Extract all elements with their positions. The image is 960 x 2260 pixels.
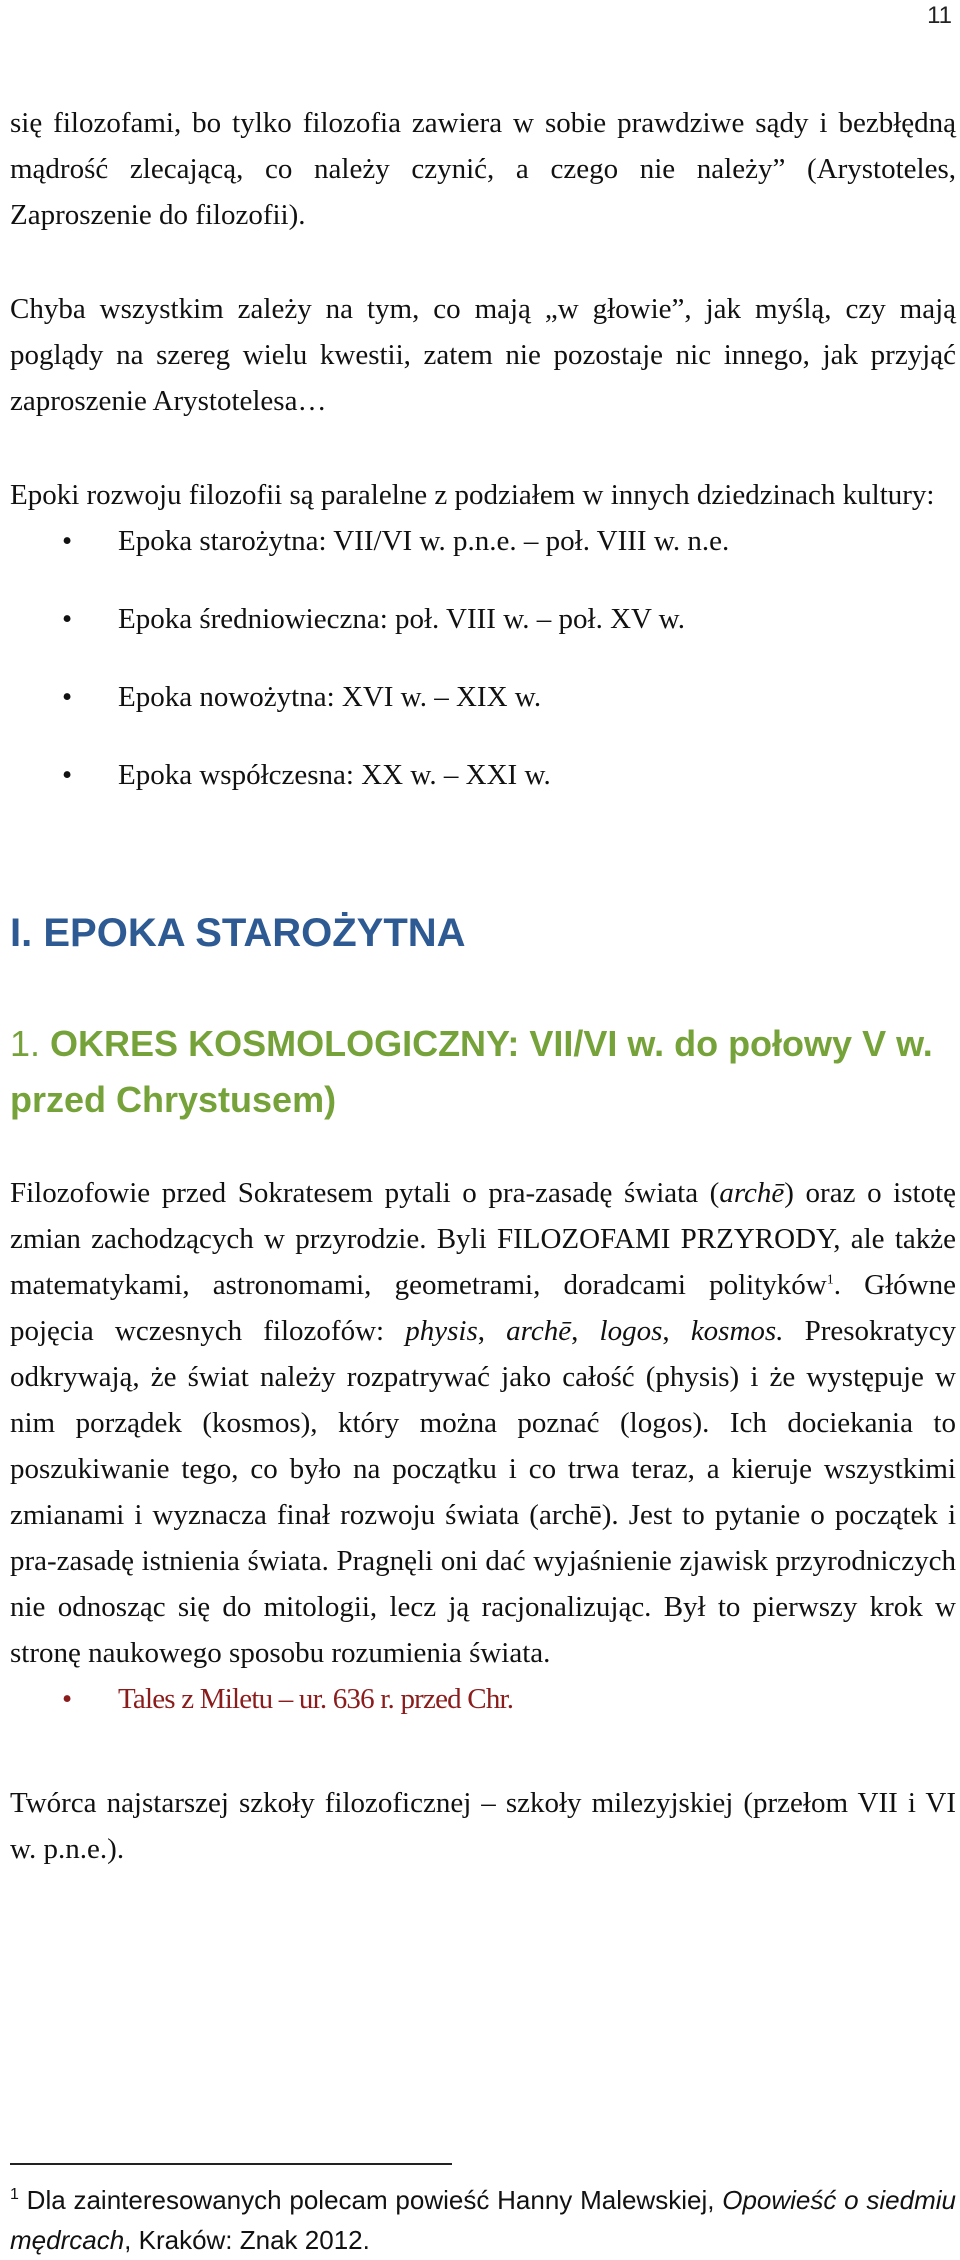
text-run: ,	[662, 1315, 691, 1347]
text-run: ,	[477, 1315, 507, 1347]
subsection-title: OKRES KOSMOLOGICZNY: VII/VI w. do połowy V w. przed Chrystusem)	[10, 1023, 933, 1120]
text-run: ,	[571, 1315, 600, 1347]
text-run: Presokratycy odkrywają, że świat należy rozpatrywać jako całość (physis) i że występuje w nim porządek (kosmos), który można poznać (logos). Ich dociekania to poszukiwanie tego, co było na początku i co trwa teraz, a kieruje wszystkimi zmianami i wyznacza finał rozwoju świata (archē). Jest to pytanie o początek i pra-zasadę istnienia świata. Pragnęli oni dać wyjaśnienie zjawisk przyrodniczych nie odnosząc się do mitologii, lecz ją racjonalizując. Był to pierwszy krok w stronę naukowego sposobu rozumienia świata.	[10, 1315, 957, 1669]
bullet-icon: •	[62, 681, 73, 713]
list-item-epoch-contemporary	[10, 752, 956, 798]
term-logos: logos	[599, 1315, 663, 1347]
section-heading: I. EPOKA STAROŻYTNA	[10, 911, 466, 955]
page-number: 11	[927, 2, 952, 29]
bullet-icon: •	[62, 1683, 72, 1715]
list-item-epoch-modern	[10, 674, 956, 720]
epoch-label: Epoka współczesna: XX w. – XXI w.	[118, 759, 551, 791]
footnote-text: Dla zainteresowanych polecam powieść Hanny Malewskiej,	[18, 2185, 723, 2215]
list-item-tales	[10, 1676, 956, 1722]
list-item-epoch-ancient	[10, 518, 956, 564]
bullet-icon: •	[62, 603, 73, 635]
epoch-label: Epoka nowożytna: XVI w. – XIX w.	[118, 681, 542, 713]
term-kosmos: kosmos.	[690, 1315, 784, 1347]
paragraph-aristotle-quote: się filozofami, bo tylko filozofia zawiera w sobie prawdziwe sądy i bezbłędną mądrość zlecającą, co należy czynić, a czego nie należy” (Arystoteles, Zaproszenie do filozofii).	[10, 107, 956, 231]
list-item-epoch-medieval	[10, 596, 956, 642]
philosopher-label: Tales z Miletu – ur. 636 r. przed Chr.	[118, 1683, 514, 1715]
footnote	[10, 2180, 956, 2260]
bullet-icon: •	[62, 525, 73, 557]
term-arche: archē	[506, 1315, 572, 1347]
text-run: ) oraz o istotę zmian zachodzących w przyrodzie. Byli FILOZOFAMI PRZYRODY, ale także matematykami, astronomami, geometrami, doradcami polityków	[10, 1177, 957, 1301]
footnote-text: , Kraków: Znak 2012.	[124, 2225, 370, 2255]
text-run: . Główne pojęcia wczesnych filozofów:	[10, 1269, 956, 1347]
footnote-separator	[10, 2163, 452, 2165]
paragraph-milesian-school: Twórca najstarszej szkoły filozoficznej – szkoły milezyjskiej (przełom VII i VI w. p.n.e.).	[10, 1787, 956, 1865]
subsection-number: 1.	[10, 1023, 41, 1064]
paragraph-presocratics	[10, 1170, 956, 1676]
paragraph-invitation: Chyba wszystkim zależy na tym, co mają „w głowie”, jak myślą, czy mają poglądy na szereg wielu kwestii, zatem nie pozostaje nic innego, jak przyjąć zaproszenie Arystotelesa…	[10, 293, 956, 417]
footnote-book-title: Opowieść o siedmiu mędrcach	[10, 2185, 956, 2255]
epochs-list	[10, 518, 956, 798]
term-physis: physis	[405, 1315, 478, 1347]
term-arche: archē	[719, 1177, 785, 1209]
epoch-label: Epoka starożytna: VII/VI w. p.n.e. – poł. VIII w. n.e.	[118, 525, 730, 557]
page-content	[10, 100, 956, 1872]
epoch-label: Epoka średniowieczna: poł. VIII w. – poł. XV w.	[118, 603, 685, 635]
text-run: Filozofowie przed Sokratesem pytali o pra-zasadę świata (	[10, 1177, 720, 1209]
paragraph-epochs-intro: Epoki rozwoju filozofii są paralelne z podziałem w innych dziedzinach kultury:	[10, 479, 935, 511]
footnote-marker: 1	[10, 2186, 19, 2203]
bullet-icon: •	[62, 759, 73, 791]
philosophers-list	[10, 1676, 956, 1722]
footnote-reference[interactable]: 1	[826, 1272, 834, 1288]
subsection-heading	[10, 1016, 956, 1128]
